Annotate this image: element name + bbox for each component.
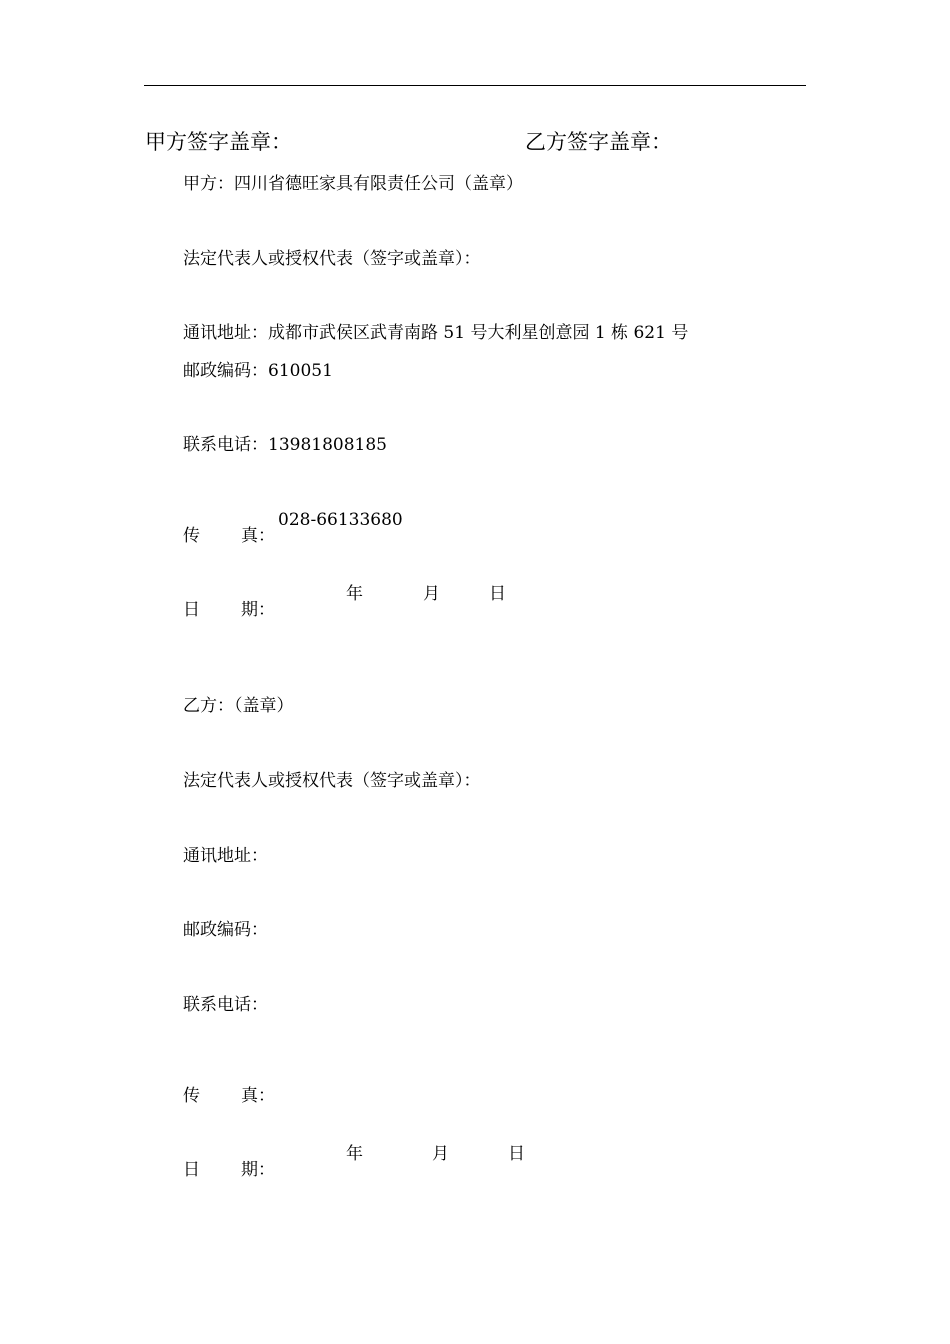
party-a-date: 日 期 ： 年 月 日 [183, 584, 506, 620]
party-a-signature-heading: 甲方签字盖章： [145, 130, 292, 154]
party-a-year-label: 年 [346, 584, 363, 604]
party-b-representative: 法定代表人或授权代表（签字或盖章）： [183, 771, 481, 791]
party-a-address: 通讯地址：成都市武侯区武青南路 51 号大利星创意园 1 栋 621 号 [183, 323, 689, 343]
party-a-day-label: 日 [489, 584, 506, 604]
party-a-name-line: 甲方：四川省德旺家具有限责任公司（盖章） [183, 174, 523, 194]
party-b-year-label: 年 [346, 1144, 363, 1164]
party-b-name-line: 乙方：（盖章） [183, 696, 294, 716]
party-b-day-label: 日 [508, 1144, 525, 1164]
party-a-phone: 联系电话：13981808185 [183, 435, 387, 455]
party-a-fax-value: 028-66133680 [278, 510, 403, 530]
party-a-postcode: 邮政编码：610051 [183, 361, 333, 381]
party-a-representative: 法定代表人或授权代表（签字或盖章）： [183, 249, 481, 269]
party-b-month-label: 月 [432, 1144, 449, 1164]
header-rule [144, 85, 806, 86]
party-b-postcode: 邮政编码： [183, 920, 268, 940]
party-b-signature-heading: 乙方签字盖章： [525, 130, 672, 154]
party-b-address: 通讯地址： [183, 846, 268, 866]
party-a-fax: 传 真 ： 028-66133680 [183, 510, 403, 546]
party-b-fax: 传 真 ： [183, 1086, 275, 1106]
party-b-phone: 联系电话： [183, 995, 268, 1015]
party-a-month-label: 月 [423, 584, 440, 604]
party-b-date: 日 期 ： 年 月 日 [183, 1144, 525, 1180]
